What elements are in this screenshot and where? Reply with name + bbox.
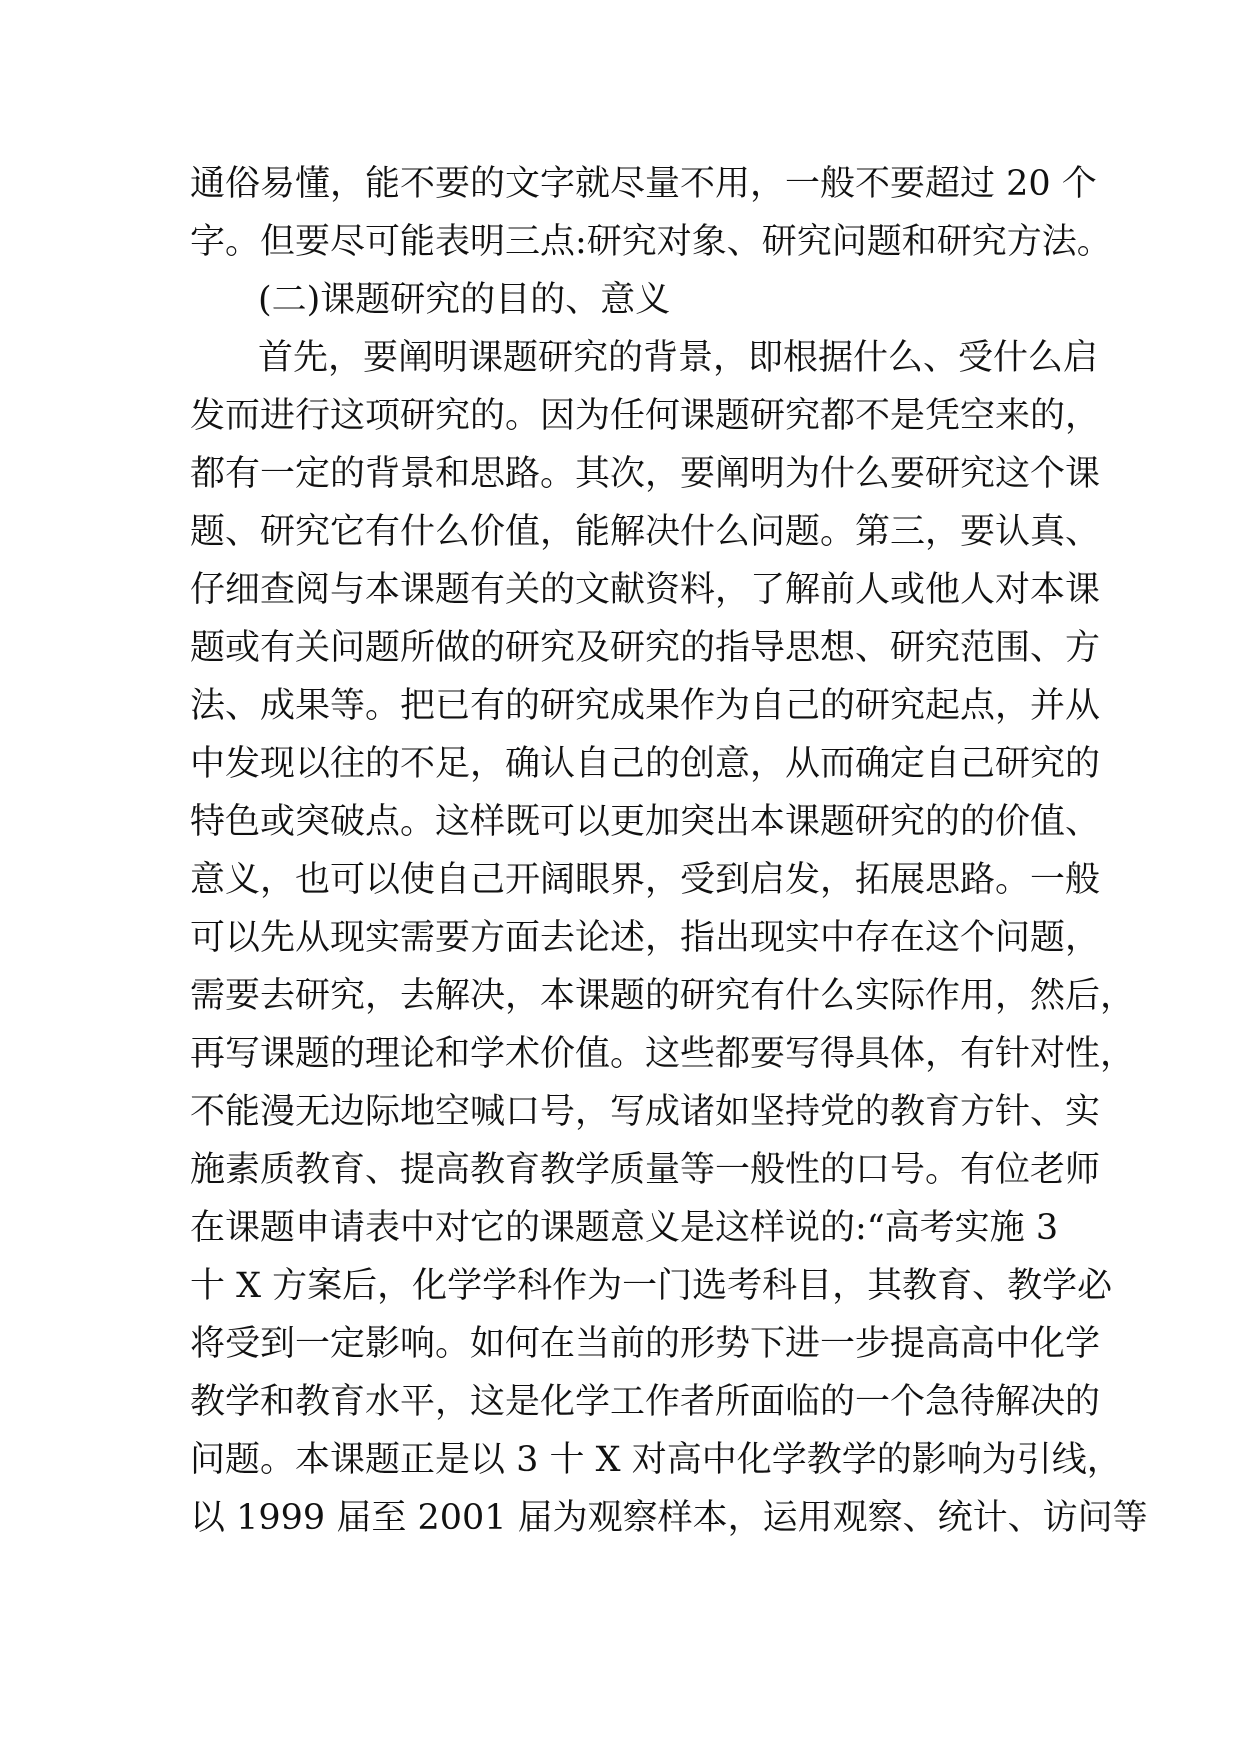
text-line: 字。但要尽可能表明三点:研究对象、研究问题和研究方法。	[190, 222, 1112, 262]
text-line: 特色或突破点。这样既可以更加突出本课题研究的的价值、	[190, 802, 1101, 842]
text-line: 发而进行这项研究的。因为任何课题研究都不是凭空来的，	[190, 396, 1101, 436]
text-line: 中发现以往的不足，确认自己的创意，从而确定自己研究的	[190, 744, 1101, 784]
text-line: 法、成果等。把已有的研究成果作为自己的研究起点，并从	[190, 686, 1101, 726]
text-line: 题、研究它有什么价值，能解决什么问题。第三，要认真、	[190, 512, 1101, 552]
text-line: 需要去研究，去解决，本课题的研究有什么实际作用，然后，	[190, 976, 1136, 1016]
text-line: 通俗易懂，能不要的文字就尽量不用，一般不要超过 20 个	[190, 164, 1097, 204]
text-line: 首先，要阐明课题研究的背景，即根据什么、受什么启	[258, 338, 1099, 378]
text-line: 在课题申请表中对它的课题意义是这样说的:“高考实施 3	[190, 1208, 1059, 1248]
text-line: 仔细查阅与本课题有关的文献资料，了解前人或他人对本课	[190, 570, 1101, 610]
section-heading: (二)课题研究的目的、意义	[258, 280, 671, 320]
text-line: 都有一定的背景和思路。其次，要阐明为什么要研究这个课	[190, 454, 1101, 494]
text-line: 教学和教育水平，这是化学工作者所面临的一个急待解决的	[190, 1382, 1101, 1422]
text-line: 意义，也可以使自己开阔眼界，受到启发，拓展思路。一般	[190, 860, 1101, 900]
text-line: 再写课题的理论和学术价值。这些都要写得具体，有针对性，	[190, 1034, 1136, 1074]
text-line: 将受到一定影响。如何在当前的形势下进一步提高高中化学	[190, 1324, 1101, 1364]
text-line: 十 X 方案后，化学学科作为一门选考科目，其教育、教学必	[190, 1266, 1113, 1306]
text-line: 不能漫无边际地空喊口号，写成诸如坚持党的教育方针、实	[190, 1092, 1101, 1132]
text-line: 题或有关问题所做的研究及研究的指导思想、研究范围、方	[190, 628, 1101, 668]
text-line: 以 1999 届至 2001 届为观察样本，运用观察、统计、访问等	[190, 1498, 1148, 1538]
text-line: 施素质教育、提高教育教学质量等一般性的口号。有位老师	[190, 1150, 1101, 1190]
text-line: 问题。本课题正是以 3 十 X 对高中化学教学的影响为引线，	[190, 1440, 1122, 1480]
text-line: 可以先从现实需要方面去论述，指出现实中存在这个问题，	[190, 918, 1101, 958]
